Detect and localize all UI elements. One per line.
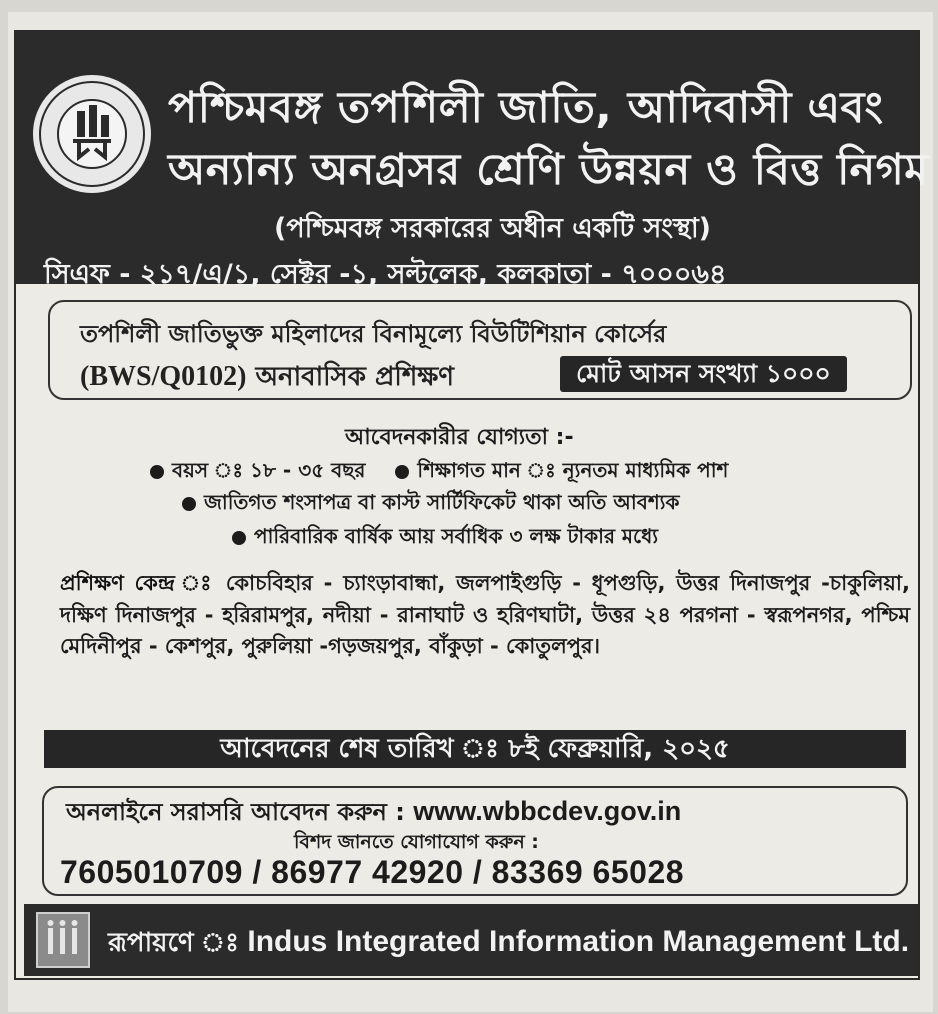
course-title: তপশিলী জাতিভুক্ত মহিলাদের বিনামূল্যে বিউটিশিয়ান কোর্সের bbox=[80, 320, 667, 348]
bullet-icon bbox=[232, 531, 246, 545]
course-code-line bbox=[80, 356, 454, 400]
corporation-subtitle: (পশ্চিমবঙ্গ সরকারের অধীন একটি সংস্থা) bbox=[274, 213, 712, 244]
course-code: (BWS/Q0102) bbox=[80, 361, 247, 392]
contact-info-label: বিশদ জানতে যোগাযোগ করুন : bbox=[294, 831, 539, 853]
eligibility-title: আবেদনকারীর যোগ্যতা :- bbox=[345, 425, 574, 450]
agency-name: Indus Integrated Information Management Ltd. bbox=[247, 925, 910, 958]
website-link[interactable]: www.wbbcdev.gov.in bbox=[413, 796, 682, 826]
contact-box bbox=[42, 786, 908, 896]
eligibility-age: বয়স ঃ ১৮ - ৩৫ বছর bbox=[172, 458, 366, 482]
bullet-icon bbox=[182, 497, 196, 511]
footer-band bbox=[24, 904, 918, 976]
bullet-icon bbox=[395, 465, 409, 479]
training-centres-label: প্রশিক্ষণ কেন্দ্র ঃ bbox=[60, 571, 216, 595]
bullet-icon bbox=[150, 465, 164, 479]
corporation-address: সিএফ - ২১৭/এ/১, সেক্টর -১, সল্টলেক, কলকাতা - ৭০০০৬৪ bbox=[44, 259, 727, 290]
corporation-seal-icon bbox=[30, 72, 154, 196]
eligibility-line-income bbox=[232, 522, 658, 555]
eligibility-line-caste bbox=[182, 488, 679, 521]
total-seats-badge: মোট আসন সংখ্যা ১০০০ bbox=[560, 356, 847, 392]
corporation-name-line1: পশ্চিমবঙ্গ তপশিলী জাতি, আদিবাসী এবং bbox=[168, 83, 884, 133]
training-centres bbox=[60, 568, 910, 663]
eligibility-education: শিক্ষাগত মান ঃ ন্যূনতম মাধ্যমিক পাশ bbox=[417, 458, 729, 482]
apply-online-label: অনলাইনে সরাসরি আবেদন করুন : bbox=[66, 798, 405, 826]
corporation-name-line2: অন্যান্য অনগ্রসর শ্রেণি উন্নয়ন ও বিত্ত নিগম bbox=[168, 145, 929, 195]
phone-numbers: 7605010709 / 86977 42920 / 83369 65028 bbox=[60, 854, 685, 890]
eligibility-income: পারিবারিক বার্ষিক আয় সর্বাধিক ৩ লক্ষ টাকার মধ্যে bbox=[254, 524, 659, 548]
eligibility-caste: জাতিগত শংসাপত্র বা কাস্ট সার্টিফিকেট থাকা অতি আবশ্যক bbox=[204, 490, 680, 514]
eligibility-line-age-education bbox=[150, 456, 728, 489]
deadline-bar: আবেদনের শেষ তারিখ ঃ ৮ই ফেব্রুয়ারি, ২০২৫ bbox=[44, 730, 906, 768]
header-band bbox=[16, 32, 929, 290]
agency-logo-icon bbox=[36, 912, 90, 968]
training-centres-list: কোচবিহার - চ্যাংড়াবান্ধা, জলপাইগুড়ি - ধূপগুড়ি, উত্তর দিনাজপুর -চাকুলিয়া, দক্ষিণ দিনাজপুর - হরিরামপুর, নদীয়া - রানাঘাট ও হরিণঘাটা, উত্তর ২৪ পরগনা - স্বরূপনগর, পশ্চিম মেদিনীপুর - কেশপুর, পুরুলিয়া -গড়জয়পুর, বাঁকুড়া - কোতুলপুর। bbox=[60, 571, 910, 658]
agency-prefix: রূপায়ণে ঃ bbox=[108, 928, 240, 958]
agency-credit bbox=[108, 922, 909, 966]
course-type: অনাবাসিক প্রশিক্ষণ bbox=[255, 362, 454, 392]
course-box bbox=[48, 300, 912, 400]
